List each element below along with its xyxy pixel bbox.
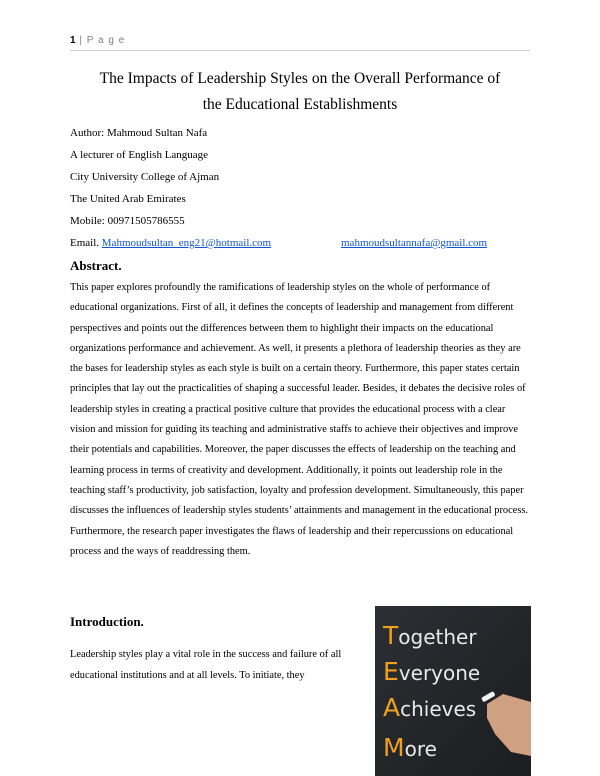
word-initial-a: A <box>383 693 401 722</box>
page-label: | P a g e <box>75 35 126 46</box>
author-name: Author: Mahmoud Sultan Nafa <box>70 127 208 139</box>
paper-title <box>70 66 530 118</box>
page-number: 1 <box>70 35 76 46</box>
word-rest-everyone: veryone <box>398 661 481 685</box>
chalkboard-figure <box>375 606 531 776</box>
word-initial-e: E <box>383 657 399 686</box>
word-initial-m: M <box>383 733 405 762</box>
word-rest-more: ore <box>404 737 437 761</box>
email-label: Email. <box>70 237 102 249</box>
word-initial-t: T <box>383 621 399 650</box>
word-rest-achieves: chieves <box>400 697 477 721</box>
title-line-2: the Educational Establishments <box>202 96 398 113</box>
header-divider <box>70 50 530 51</box>
author-mobile: Mobile: 00971505786555 <box>70 215 185 227</box>
introduction-body: Leadership styles play a vital role in the success and failure of all educational institutions and at all levels. To initiate, they <box>70 649 342 681</box>
email-link-hotmail[interactable]: Mahmoudsultan_eng21@hotmail.com <box>101 237 272 249</box>
author-country: The United Arab Emirates <box>70 193 186 205</box>
title-line-1: The Impacts of Leadership Styles on the Overall Performance of <box>99 70 501 87</box>
abstract-heading: Abstract. <box>70 258 122 273</box>
word-rest-together: ogether <box>398 625 477 649</box>
abstract-body: This paper explores profoundly the ramifications of leadership styles on the whole of performance of educational organizations. First of all, it defines the concepts of leadership and management from different perspectives and points out the differences between them to highlight their impacts on the educational organizations performance and achievement. As well, it presents a plethora of leadership theories as they are the bases for leadership styles as each style is built on a certain theory. Furthermore, this paper states certain principles that lay out the practicalities of shaping a successful leader. Besides, it debates the decisive roles of leadership styles in creating a practical positive culture that provides the educational process with a clear vision and mission for guiding its teaching and administrative staffs to achieve their objectives and improve their potentials and capabilities. Moreover, the paper discusses the effects of leadership on the teaching and learning process in terms of creativity and development. Additionally, it points out leadership role in the teaching staff’s productivity, job satisfaction, loyalty and profession development. Simultaneously, this paper discusses the influences of leadership styles students’ attainments and management in the educational process. Furthermore, the research paper investigates the flaws of leadership and their repercussions on educational process and the ways of readdressing them. <box>70 282 529 557</box>
page-header <box>70 35 125 46</box>
author-email-line <box>70 232 540 254</box>
email-link-gmail[interactable]: mahmoudsultannafa@gmail.com <box>341 237 488 249</box>
image-word-together <box>382 621 477 650</box>
image-word-more <box>383 733 437 762</box>
author-block <box>70 122 540 254</box>
author-institution: City University College of Ajman <box>70 171 220 183</box>
team-acronym-image <box>375 606 531 776</box>
author-role: A lecturer of English Language <box>70 149 209 161</box>
image-word-everyone <box>383 657 480 686</box>
image-word-achieves <box>383 693 476 722</box>
introduction-heading: Introduction. <box>70 614 144 629</box>
